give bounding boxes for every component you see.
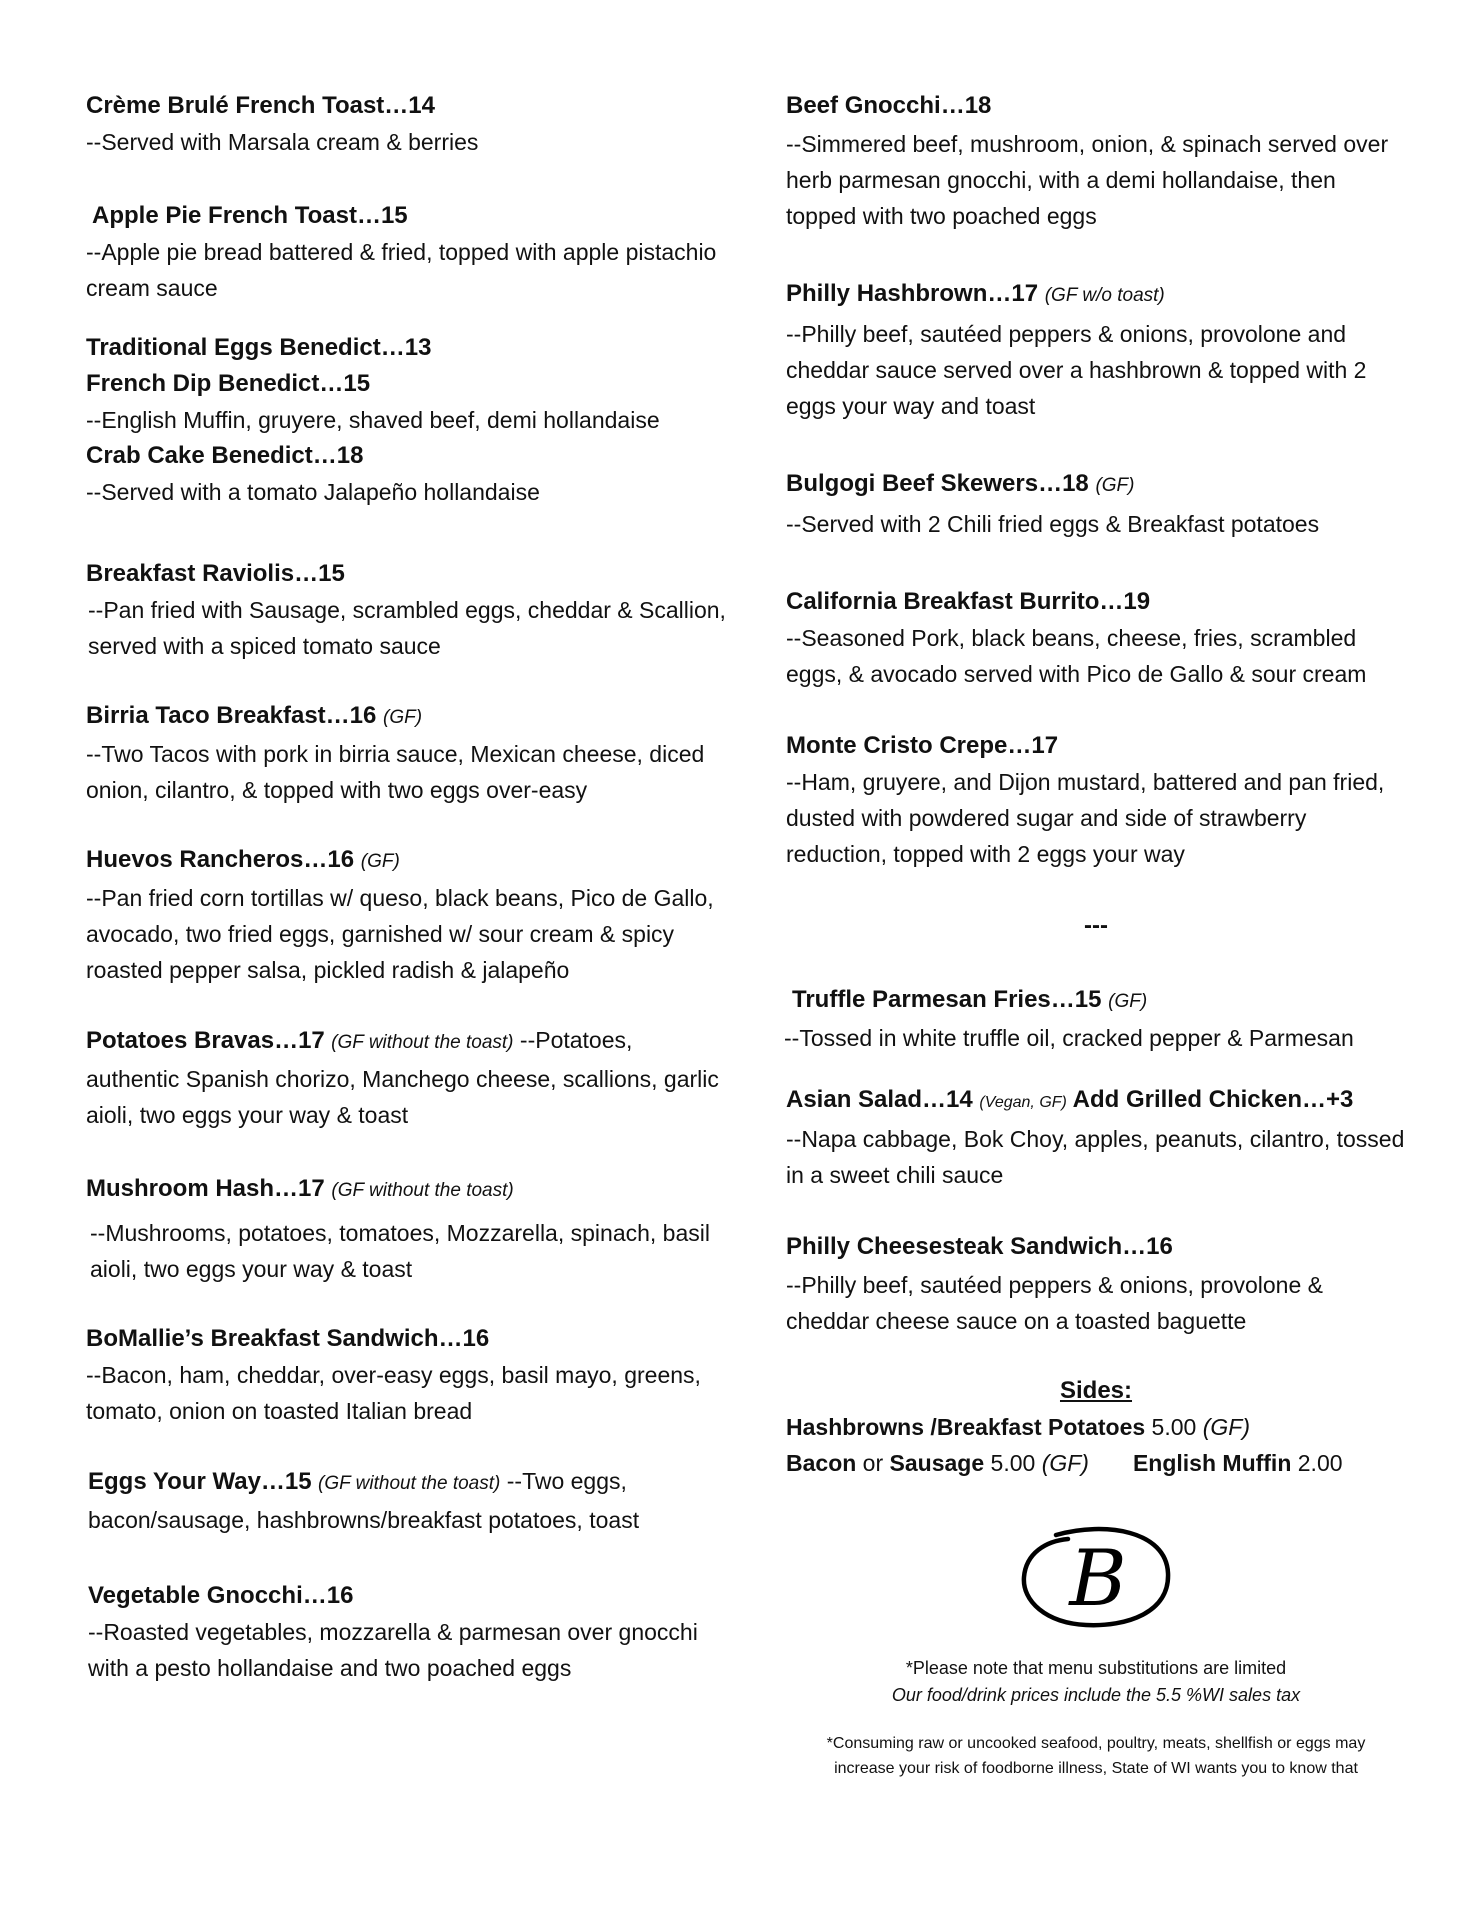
item-title: Philly Hashbrown…17 bbox=[786, 280, 1039, 307]
substitution-note: *Please note that menu substitutions are limited bbox=[905, 1658, 1287, 1678]
menu-item-monte-cristo bbox=[786, 728, 1406, 872]
item-note: (GF without the toast) bbox=[331, 1032, 514, 1053]
side-bacon: Bacon bbox=[786, 1450, 857, 1476]
item-description: --Two eggs, bacon/sausage, hashbrowns/breakfast potatoes, toast bbox=[88, 1468, 640, 1533]
menu-item-apple-pie-desc bbox=[86, 234, 726, 306]
item-title: Huevos Rancheros…16 bbox=[86, 846, 355, 873]
item-description: --Served with a tomato Jalapeño hollandaise bbox=[86, 479, 540, 505]
item-description: --Bacon, ham, cheddar, over-easy eggs, basil mayo, greens, tomato, onion on toasted Italian bread bbox=[86, 1362, 701, 1424]
item-note: (GF) bbox=[383, 707, 423, 728]
item-description: --Served with Marsala cream & berries bbox=[86, 129, 479, 155]
item-title: Bulgogi Beef Skewers…18 bbox=[786, 470, 1089, 497]
item-paragraph bbox=[88, 1463, 726, 1538]
item-description: --Mushrooms, potatoes, tomatoes, Mozzarella, spinach, basil aioli, two eggs your way & toast bbox=[90, 1220, 710, 1282]
sides-heading: Sides: bbox=[1059, 1377, 1133, 1404]
item-description: --Philly beef, sautéed peppers & onions, provolone and cheddar sauce served over a hashbrown & topped with 2 eggs your way and toast bbox=[786, 321, 1367, 419]
section-separator: --- bbox=[1084, 912, 1108, 939]
menu-item-crab-cake-benedict bbox=[86, 438, 726, 510]
item-description: --Roasted vegetables, mozzarella & parmesan over gnocchi with a pesto hollandaise and two poached eggs bbox=[88, 1619, 698, 1681]
item-title: Monte Cristo Crepe…17 bbox=[786, 732, 1059, 759]
side-hashbrowns: Hashbrowns bbox=[786, 1414, 925, 1440]
side-price: 5.00 bbox=[984, 1450, 1042, 1476]
tax-note bbox=[786, 1682, 1406, 1709]
item-title-line bbox=[86, 842, 726, 880]
menu-item-truffle-fries-desc bbox=[786, 1020, 1406, 1056]
item-title: Crab Cake Benedict…18 bbox=[86, 442, 364, 469]
item-title: Breakfast Raviolis…15 bbox=[86, 560, 345, 587]
item-title: Vegetable Gnocchi…16 bbox=[88, 1582, 354, 1609]
side-price: 5.00 bbox=[1145, 1414, 1203, 1440]
tax-note-text: Our food/drink prices include the 5.5 %WI sales tax bbox=[891, 1685, 1301, 1705]
bomallies-logo bbox=[1016, 1521, 1176, 1631]
item-description: --Apple pie bread battered & fried, topped with apple pistachio cream sauce bbox=[86, 239, 717, 301]
side-english-muffin: English Muffin bbox=[1132, 1450, 1292, 1476]
item-title: Eggs Your Way…15 bbox=[88, 1468, 312, 1495]
menu-item-mushroom-hash bbox=[86, 1171, 726, 1287]
item-description: --Simmered beef, mushroom, onion, & spinach served over herb parmesan gnocchi, with a demi hollandaise, then topped with two poached eggs bbox=[786, 131, 1389, 229]
menu-item-birria-taco bbox=[86, 698, 726, 808]
right-menu-column bbox=[786, 88, 1406, 1781]
item-title: French Dip Benedict…15 bbox=[86, 370, 371, 397]
menu-item-philly-hashbrown bbox=[786, 276, 1406, 424]
item-description: --English Muffin, gruyere, shaved beef, demi hollandaise bbox=[86, 407, 660, 433]
item-title-line bbox=[792, 982, 1406, 1020]
item-note: (GF without the toast) bbox=[318, 1473, 501, 1494]
item-description: --Pan fried corn tortillas w/ queso, black beans, Pico de Gallo, avocado, two fried eggs, garnished w/ sour cream & spicy roasted pepper salsa, pickled radish & jalapeño bbox=[86, 885, 714, 983]
item-description: --Philly beef, sautéed peppers & onions, provolone & cheddar cheese sauce on a toasted baguette bbox=[786, 1272, 1323, 1334]
item-description: --Napa cabbage, Bok Choy, apples, peanuts, cilantro, tossed in a sweet chili sauce bbox=[786, 1126, 1405, 1188]
side-note: (GF) bbox=[1202, 1414, 1250, 1440]
item-title: BoMallie’s Breakfast Sandwich…16 bbox=[86, 1325, 490, 1352]
item-title: California Breakfast Burrito…19 bbox=[786, 588, 1151, 615]
menu-item-asian-salad bbox=[786, 1082, 1406, 1193]
item-description: --Tossed in white truffle oil, cracked pepper & Parmesan bbox=[784, 1025, 1354, 1051]
menu-item-breakfast-raviolis bbox=[86, 556, 726, 664]
side-price: 2.00 bbox=[1291, 1450, 1343, 1476]
sides-section bbox=[786, 1373, 1406, 1481]
item-addon: Add Grilled Chicken…+3 bbox=[1072, 1086, 1354, 1113]
item-title: Crème Brulé French Toast…14 bbox=[86, 92, 435, 119]
sides-line-1 bbox=[786, 1409, 1406, 1445]
footer-notes bbox=[786, 1655, 1406, 1781]
menu-item-philly-cheesesteak bbox=[786, 1229, 1406, 1339]
side-slash: / bbox=[924, 1414, 937, 1440]
menu-item-eggs-your-way bbox=[86, 1463, 726, 1538]
item-title-line bbox=[86, 698, 726, 736]
menu-item-apple-pie bbox=[86, 198, 726, 234]
item-description: --Served with 2 Chili fried eggs & Breakfast potatoes bbox=[786, 511, 1320, 537]
menu-item-truffle-fries bbox=[786, 982, 1406, 1020]
item-title: Truffle Parmesan Fries…15 bbox=[792, 986, 1102, 1013]
side-or: or bbox=[856, 1450, 890, 1476]
item-description: --Seasoned Pork, black beans, cheese, fries, scrambled eggs, & avocado served with Pico de Gallo & sour cream bbox=[786, 625, 1367, 687]
food-warning-line-2: increase your risk of foodborne illness, State of WI wants you to know that bbox=[834, 1760, 1358, 1777]
food-warning-line-1: *Consuming raw or uncooked seafood, poultry, meats, shellfish or eggs may bbox=[826, 1735, 1366, 1752]
side-note: (GF) bbox=[1041, 1450, 1089, 1476]
item-note: (GF) bbox=[1095, 475, 1135, 496]
item-title-line bbox=[786, 466, 1406, 504]
side-sausage: Sausage bbox=[889, 1450, 985, 1476]
item-paragraph bbox=[86, 1022, 726, 1133]
item-title: Beef Gnocchi…18 bbox=[786, 92, 992, 119]
menu-item-vegetable-gnocchi bbox=[86, 1578, 726, 1686]
menu-item-california-burrito bbox=[786, 584, 1406, 692]
item-title-line bbox=[786, 276, 1406, 314]
item-description: --Two Tacos with pork in birria sauce, Mexican cheese, diced onion, cilantro, & topped with two eggs over-easy bbox=[86, 741, 705, 803]
item-title: Potatoes Bravas…17 bbox=[86, 1027, 325, 1054]
menu-item-bulgogi-skewers bbox=[786, 466, 1406, 542]
left-menu-column bbox=[86, 88, 726, 1686]
sides-line-2 bbox=[786, 1445, 1406, 1481]
menu-item-traditional-benedict bbox=[86, 330, 726, 366]
side-potatoes: Breakfast Potatoes bbox=[936, 1414, 1146, 1440]
item-title: Asian Salad…14 bbox=[786, 1086, 973, 1113]
item-title: Traditional Eggs Benedict…13 bbox=[86, 334, 432, 361]
item-note: (Vegan, GF) bbox=[979, 1094, 1067, 1111]
menu-item-beef-gnocchi bbox=[786, 88, 1406, 234]
menu-item-huevos-rancheros bbox=[86, 842, 726, 988]
item-title: Mushroom Hash…17 bbox=[86, 1175, 325, 1202]
item-title: Apple Pie French Toast…15 bbox=[92, 202, 408, 229]
item-note: (GF without the toast) bbox=[331, 1180, 514, 1201]
menu-item-creme-brule bbox=[86, 88, 726, 160]
menu-item-potatoes-bravas bbox=[86, 1022, 726, 1133]
item-note: (GF) bbox=[1108, 991, 1148, 1012]
item-title: Birria Taco Breakfast…16 bbox=[86, 702, 377, 729]
item-title: Philly Cheesesteak Sandwich…16 bbox=[786, 1233, 1173, 1260]
logo-letter: B bbox=[1069, 1534, 1127, 1624]
item-note: (GF w/o toast) bbox=[1044, 285, 1165, 306]
item-note: (GF) bbox=[360, 851, 400, 872]
item-description: --Potatoes, authentic Spanish chorizo, Manchego cheese, scallions, garlic aioli, two eggs your way & toast bbox=[86, 1027, 719, 1128]
item-description: --Pan fried with Sausage, scrambled eggs, cheddar & Scallion, served with a spiced tomato sauce bbox=[88, 597, 726, 659]
menu-item-bomallies-sandwich bbox=[86, 1321, 726, 1429]
item-title-line bbox=[786, 1082, 1406, 1121]
item-description: --Ham, gruyere, and Dijon mustard, battered and pan fried, dusted with powdered sugar and side of strawberry reduction, topped with 2 eggs your way bbox=[786, 769, 1385, 867]
item-title-line bbox=[86, 1171, 726, 1209]
menu-item-french-dip-benedict bbox=[86, 366, 726, 438]
